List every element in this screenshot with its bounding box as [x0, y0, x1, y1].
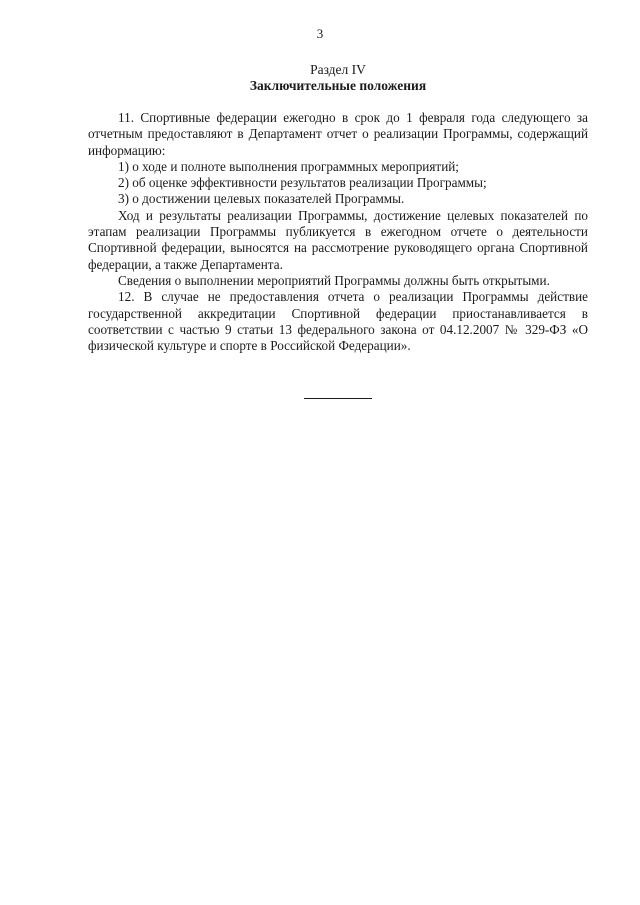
paragraph-12: 12. В случае не предоставления отчета о реализации Программы действие государственной аккредитации Спортивной федерации приостанавливается в соответствии с частью 9 статьи 13 федерального закона от 04.12.2007 № 329-ФЗ «О физической культуре и спорте в Российской Федерации». — [88, 289, 588, 354]
list-item-1: 1) о ходе и полноте выполнения программных мероприятий; — [118, 158, 459, 174]
document-body — [88, 110, 588, 354]
paragraph-openness: Сведения о выполнении мероприятий Программы должны быть открытыми. — [118, 272, 550, 288]
end-separator-line — [304, 398, 372, 399]
section-label: Раздел IV — [310, 62, 366, 77]
paragraph-11: 11. Спортивные федерации ежегодно в срок до 1 февраля года следующего за отчетным предоставляют в Департамент отчет о реализации Программы, содержащий информацию: — [88, 110, 588, 158]
page-number: 3 — [316, 26, 324, 41]
section-heading — [88, 62, 588, 94]
list-item-2: 2) об оценке эффективности результатов реализации Программы; — [118, 175, 487, 191]
paragraph-results: Ход и результаты реализации Программы, достижение целевых показателей по этапам реализации Программы публикуется в ежегодном отчете о деятельности Спортивной федерации, выносятся на рассмотрение руководящего органа Спортивной федерации, а также Департамента. — [88, 207, 588, 272]
list-item-3: 3) о достижении целевых показателей Программы. — [118, 191, 405, 207]
section-title: Заключительные положения — [249, 78, 427, 93]
